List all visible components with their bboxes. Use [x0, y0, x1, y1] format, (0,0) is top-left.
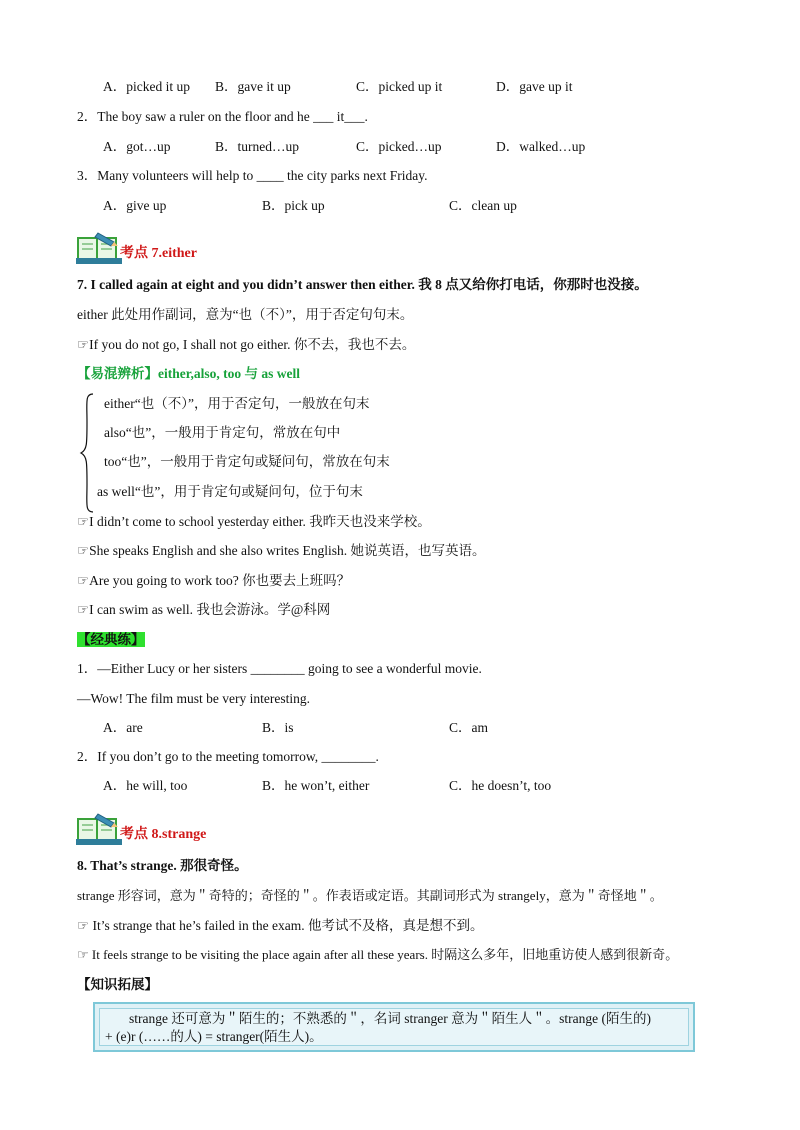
section-8-explain: strange 形容词，意为＂奇特的；奇怪的＂。作表语或定语。其副词形式为 strangely，意为＂奇怪地＂。 [77, 888, 663, 903]
practice-label [77, 631, 145, 649]
header-bar [76, 258, 122, 264]
extension-line-2: + (e)r (……的人) = stranger(陌生人)。 [105, 1029, 323, 1044]
section-8-example-2: ☞ It feels strange to be visiting the place again after all these years. 时隔这么多年，旧地重访使人感到很新奇。 [77, 947, 679, 962]
section-7-title: 7. I called again at eight and you didn’t answer then either. 我 8 点又给你打电话，你那时也没接。 [77, 277, 648, 292]
example-2: ☞She speaks English and she also writes English. 她说英语，也写英语。 [77, 543, 486, 558]
q2-option-b: B．turned…up [215, 139, 299, 154]
section-7-header [76, 230, 266, 266]
option-a: A．picked it up [103, 79, 190, 94]
header-bar [76, 839, 122, 845]
extension-box [93, 1002, 695, 1052]
extension-line-1: strange 还可意为＂陌生的；不熟悉的＂，名词 stranger 意为＂陌生人＂。strange (陌生的) [129, 1011, 651, 1026]
brace-icon [79, 392, 95, 514]
section-8-example-1: ☞ It’s strange that he’s failed in the exam. 他考试不及格，真是想不到。 [77, 918, 484, 933]
q3-option-b: B．pick up [262, 198, 325, 213]
practice-label-text: 【经典练】 [77, 632, 145, 647]
p1-option-a: A．are [103, 720, 143, 735]
practice-2-stem: 2．If you don’t go to the meeting tomorrow, ________. [77, 749, 379, 764]
p1-option-c: C．am [449, 720, 488, 735]
confusion-label: 【易混辨析】either,also, too 与 as well [77, 366, 300, 381]
confusion-item-as-well: as well“也”，用于肯定句或疑问句，位于句末 [97, 484, 363, 499]
practice-1-stem: 1．—Either Lucy or her sisters ________ going to see a wonderful movie. [77, 661, 482, 676]
section-8-header-label: 考点 8.strange [120, 827, 207, 842]
q2-option-a: A．got…up [103, 139, 171, 154]
q3-option-c: C．clean up [449, 198, 517, 213]
p2-option-a: A．he will, too [103, 778, 188, 793]
section-8-header [76, 811, 266, 847]
question-2-stem: 2．The boy saw a ruler on the floor and he ___ it___. [77, 109, 368, 124]
p2-option-c: C．he doesn’t, too [449, 778, 552, 793]
section-7-example: ☞If you do not go, I shall not go either. 你不去，我也不去。 [77, 337, 416, 352]
example-1: ☞I didn’t come to school yesterday either. 我昨天也没来学校。 [77, 514, 431, 529]
option-b: B．gave it up [215, 79, 291, 94]
q2-option-c: C．picked…up [356, 139, 442, 154]
option-d: D．gave up it [496, 79, 573, 94]
q2-option-d: D．walked…up [496, 139, 586, 154]
example-3: ☞Are you going to work too? 你也要去上班吗？ [77, 573, 351, 588]
knowledge-extension-label: 【知识拓展】 [77, 977, 158, 992]
section-7-explain: either 此处用作副词，意为“也（不）”，用于否定句句末。 [77, 307, 414, 322]
p1-option-b: B．is [262, 720, 294, 735]
example-4: ☞I can swim as well. 我也会游泳。学@科网 [77, 602, 331, 617]
section-8-title: 8. That’s strange. 那很奇怪。 [77, 858, 248, 873]
option-c: C．picked up it [356, 79, 443, 94]
confusion-item-also: also“也”，一般用于肯定句，常放在句中 [104, 425, 341, 440]
p2-option-b: B．he won’t, either [262, 778, 370, 793]
practice-1-reply: —Wow! The film must be very interesting. [77, 691, 310, 706]
q3-option-a: A．give up [103, 198, 167, 213]
section-7-header-label: 考点 7.either [120, 246, 197, 261]
confusion-item-too: too“也”，一般用于肯定句或疑问句，常放在句末 [104, 454, 390, 469]
question-3-stem: 3．Many volunteers will help to ____ the city parks next Friday. [77, 168, 428, 183]
confusion-item-either: either“也（不）”，用于否定句，一般放在句末 [104, 396, 370, 411]
